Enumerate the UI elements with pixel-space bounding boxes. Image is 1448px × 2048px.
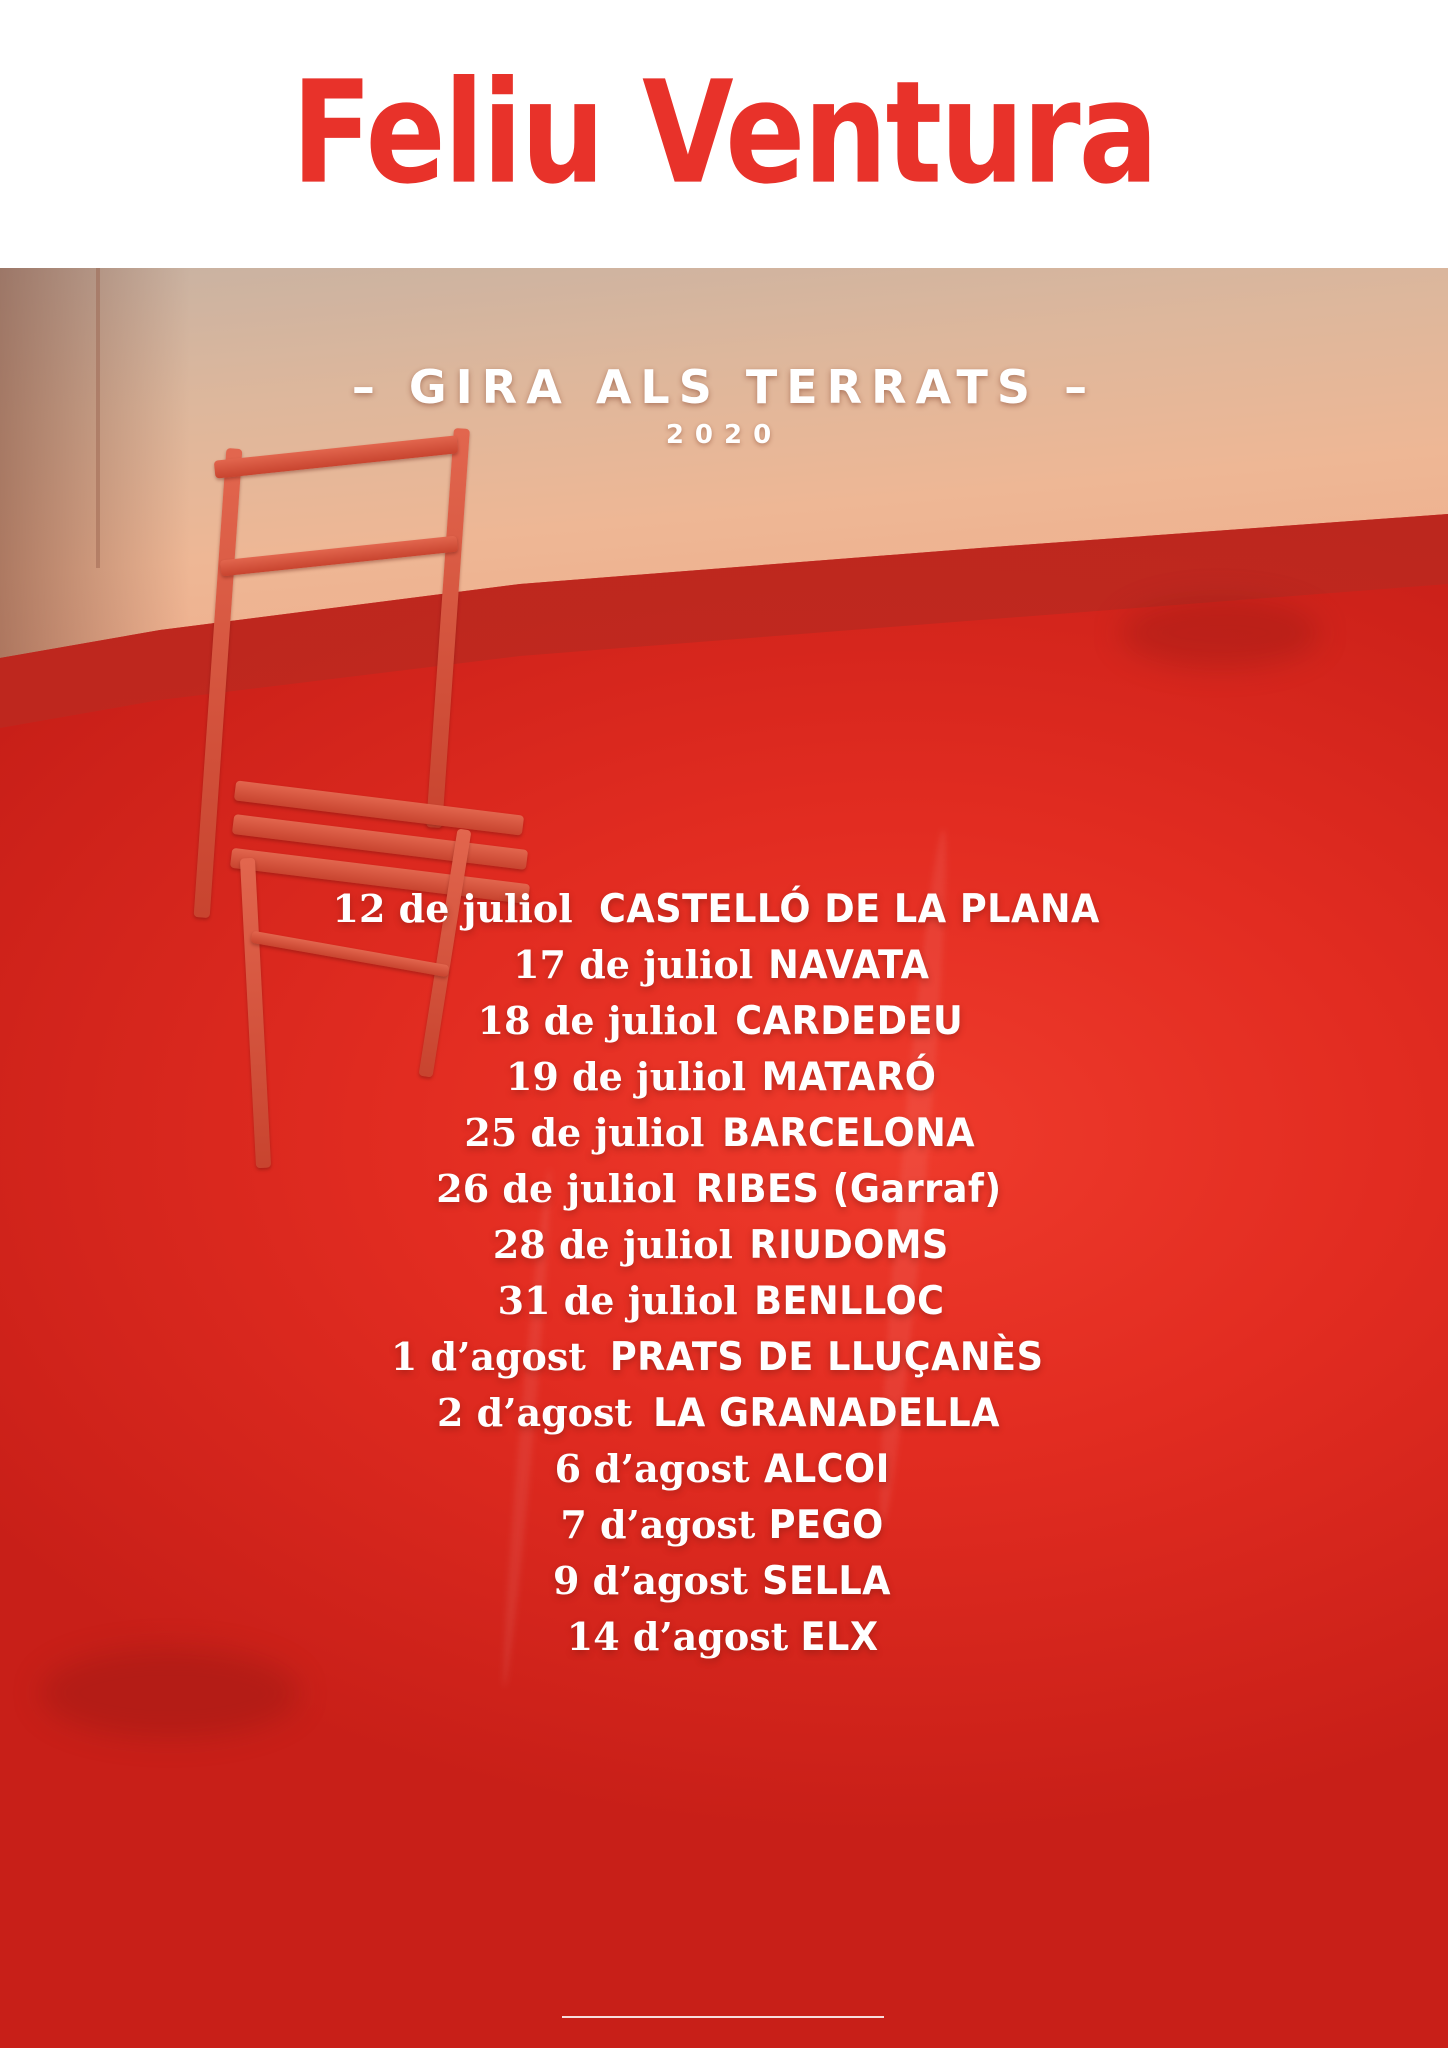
tour-date-city: BENLLOC (753, 1279, 945, 1324)
tour-date-row (0, 1054, 1448, 1100)
tour-date-row (0, 1614, 1448, 1660)
tour-date-day: 19 de juliol (505, 1054, 747, 1099)
tour-date-city: PRATS DE LLUÇANÈS (609, 1335, 1044, 1380)
tour-date-city: SELLA (762, 1559, 891, 1604)
tour-date-city: CARDEDEU (735, 999, 964, 1044)
tour-date-day: 14 d’agost (566, 1614, 789, 1659)
poster-artwork (0, 268, 1448, 2048)
tour-date-day: 2 d’agost (436, 1390, 632, 1435)
tour-date-city: RIUDOMS (749, 1223, 949, 1268)
tour-date-city: ELX (800, 1615, 879, 1660)
tour-date-city: NAVATA (768, 943, 930, 988)
tour-date-city: MATARÓ (761, 1055, 937, 1100)
tour-date-row (0, 1446, 1448, 1492)
tour-date-row (0, 1558, 1448, 1604)
tour-title: – GIRA ALS TERRATS – (351, 360, 1097, 414)
tour-date-day: 17 de juliol (513, 942, 754, 987)
tour-date-city: CASTELLÓ DE LA PLANA (598, 887, 1100, 932)
tour-date-day: 25 de juliol (464, 1110, 705, 1155)
tour-date-row (0, 1502, 1448, 1548)
tour-date-day: 12 de juliol (332, 886, 573, 931)
tour-date-day: 28 de juliol (492, 1222, 733, 1267)
tour-date-day: 6 d’agost (554, 1446, 750, 1491)
tour-date-day: 9 d’agost (552, 1558, 748, 1603)
poster-header (0, 0, 1448, 268)
tour-date-city: RIBES (Garraf) (696, 1167, 1002, 1212)
section-divider (562, 2016, 884, 2018)
tour-date-day: 18 de juliol (477, 998, 718, 1043)
tour-date-city: BARCELONA (722, 1111, 976, 1156)
tour-date-row (0, 1278, 1448, 1324)
tour-date-city: PEGO (768, 1503, 885, 1548)
tour-date-row (0, 1334, 1448, 1380)
tour-date-row (0, 1222, 1448, 1268)
tour-year: 2020 (665, 420, 783, 450)
tour-date-row (0, 1110, 1448, 1156)
tour-date-day: 31 de juliol (497, 1278, 738, 1323)
tour-date-row (0, 886, 1448, 932)
tour-date-row (0, 998, 1448, 1044)
floor-stain (1120, 598, 1320, 668)
tour-date-day: 26 de juliol (436, 1166, 677, 1211)
tour-date-row (0, 1390, 1448, 1436)
tour-dates-list (0, 886, 1448, 1674)
tour-date-day: 1 d’agost (390, 1334, 586, 1379)
wall-corner-edge (96, 268, 100, 568)
tour-date-row (0, 1166, 1448, 1212)
tour-date-city: ALCOI (763, 1447, 890, 1492)
tour-date-row (0, 942, 1448, 988)
tour-date-day: 7 d’agost (560, 1502, 756, 1547)
tour-date-city: LA GRANADELLA (653, 1391, 1000, 1436)
artist-name: Feliu Ventura (291, 51, 1157, 216)
